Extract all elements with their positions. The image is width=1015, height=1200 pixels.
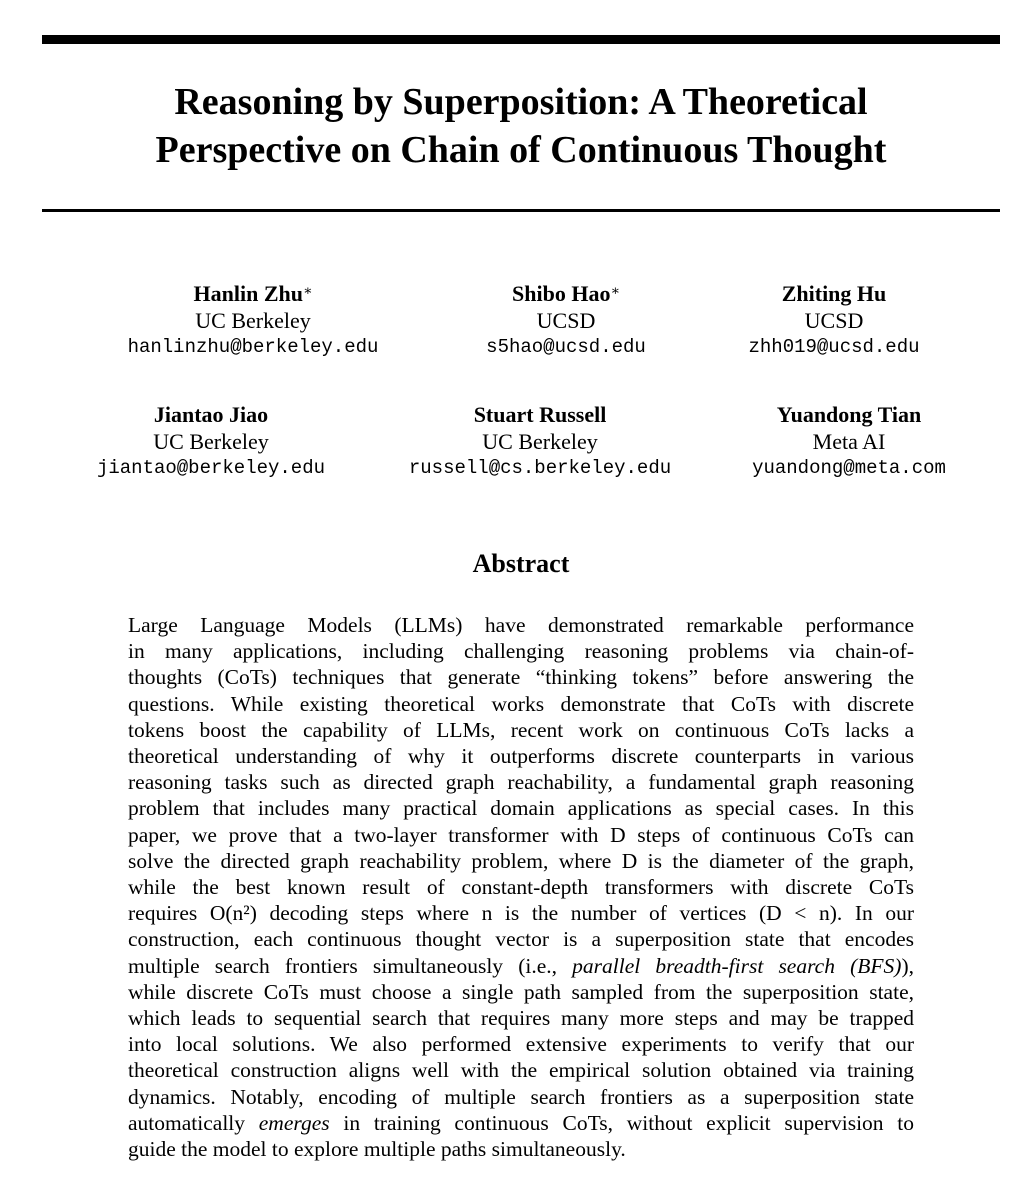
abstract-line: reasoning tasks such as directed graph reachability, a fundamental graph reasoning bbox=[128, 770, 914, 795]
abstract-line: theoretical understanding of why it outperforms discrete counterparts in various bbox=[128, 744, 914, 769]
author-affiliation: UCSD bbox=[536, 308, 596, 333]
author-block bbox=[664, 280, 1004, 361]
abstract-line: tokens boost the capability of LLMs, recent work on continuous CoTs lacks a bbox=[128, 717, 914, 742]
abstract-line: while discrete CoTs must choose a single path sampled from the superposition state, bbox=[128, 979, 914, 1004]
author-email: yuandong@meta.com bbox=[752, 457, 946, 479]
author-name: Stuart Russell bbox=[473, 402, 607, 427]
abstract-heading: Abstract bbox=[472, 549, 570, 578]
author-block bbox=[41, 401, 381, 482]
author-block bbox=[679, 401, 1015, 482]
abstract-line: guide the model to explore multiple paths simultaneously. bbox=[128, 1137, 626, 1162]
abstract-line: requires O(n²) decoding steps where n is the number of vertices (D < n). In our bbox=[128, 901, 914, 926]
author-affiliation: UC Berkeley bbox=[195, 308, 311, 333]
author-name: Zhiting Hu bbox=[781, 281, 887, 306]
equal-contribution-mark: ∗ bbox=[302, 284, 313, 299]
author-email: s5hao@ucsd.edu bbox=[486, 336, 646, 358]
abstract-line: dynamics. Notably, encoding of multiple search frontiers as a superposition state bbox=[128, 1084, 914, 1109]
author-name: Shibo Hao bbox=[512, 281, 611, 306]
author-affiliation: Meta AI bbox=[812, 429, 886, 454]
abstract-line: problem that includes many practical domain applications as special cases. In this bbox=[128, 796, 914, 821]
author-affiliation: UCSD bbox=[804, 308, 864, 333]
title-line-1: Reasoning by Superposition: A Theoretical bbox=[174, 81, 868, 123]
bottom-rule bbox=[42, 209, 1000, 212]
author-affiliation: UC Berkeley bbox=[482, 429, 598, 454]
author-block bbox=[370, 401, 710, 482]
abstract-line: multiple search frontiers simultaneously (i.e., parallel breadth-first search (BFS)), bbox=[128, 953, 914, 978]
author-email: russell@cs.berkeley.edu bbox=[408, 457, 672, 479]
author-name: Hanlin Zhu bbox=[193, 281, 303, 306]
author-email: hanlinzhu@berkeley.edu bbox=[127, 336, 379, 358]
abstract-line: questions. While existing theoretical works demonstrate that CoTs with discrete bbox=[128, 691, 914, 716]
abstract-line: in many applications, including challenging reasoning problems via chain-of- bbox=[128, 639, 914, 664]
abstract-line: which leads to sequential search that requires many more steps and may be trapped bbox=[128, 1006, 914, 1031]
abstract-line: Large Language Models (LLMs) have demonstrated remarkable performance bbox=[128, 613, 914, 637]
author-name: Jiantao Jiao bbox=[153, 402, 269, 427]
title-line-2: Perspective on Chain of Continuous Thought bbox=[155, 129, 887, 171]
abstract-line: theoretical construction aligns well with the empirical solution obtained via training bbox=[128, 1058, 914, 1083]
paper-title bbox=[42, 78, 1000, 174]
equal-contribution-mark: ∗ bbox=[610, 284, 620, 299]
abstract-line: solve the directed graph reachability problem, where D is the diameter of the graph, bbox=[128, 848, 914, 873]
abstract-line: into local solutions. We also performed extensive experiments to verify that our bbox=[128, 1032, 914, 1057]
author-name: Yuandong Tian bbox=[776, 402, 922, 427]
abstract-line: automatically emerges in training continuous CoTs, without explicit supervision to bbox=[128, 1110, 915, 1135]
abstract-line: construction, each continuous thought vector is a superposition state that encodes bbox=[128, 927, 914, 952]
abstract-line: thoughts (CoTs) techniques that generate “thinking tokens” before answering the bbox=[128, 665, 914, 690]
author-email: zhh019@ucsd.edu bbox=[748, 336, 920, 358]
top-rule bbox=[42, 35, 1000, 44]
abstract-line: while the best known result of constant-depth transformers with discrete CoTs bbox=[128, 875, 914, 900]
author-block bbox=[83, 280, 423, 361]
abstract-text bbox=[128, 612, 914, 1162]
author-affiliation: UC Berkeley bbox=[153, 429, 269, 454]
author-email: jiantao@berkeley.edu bbox=[96, 457, 326, 479]
abstract-line: paper, we prove that a two-layer transformer with D steps of continuous CoTs can bbox=[128, 822, 914, 847]
